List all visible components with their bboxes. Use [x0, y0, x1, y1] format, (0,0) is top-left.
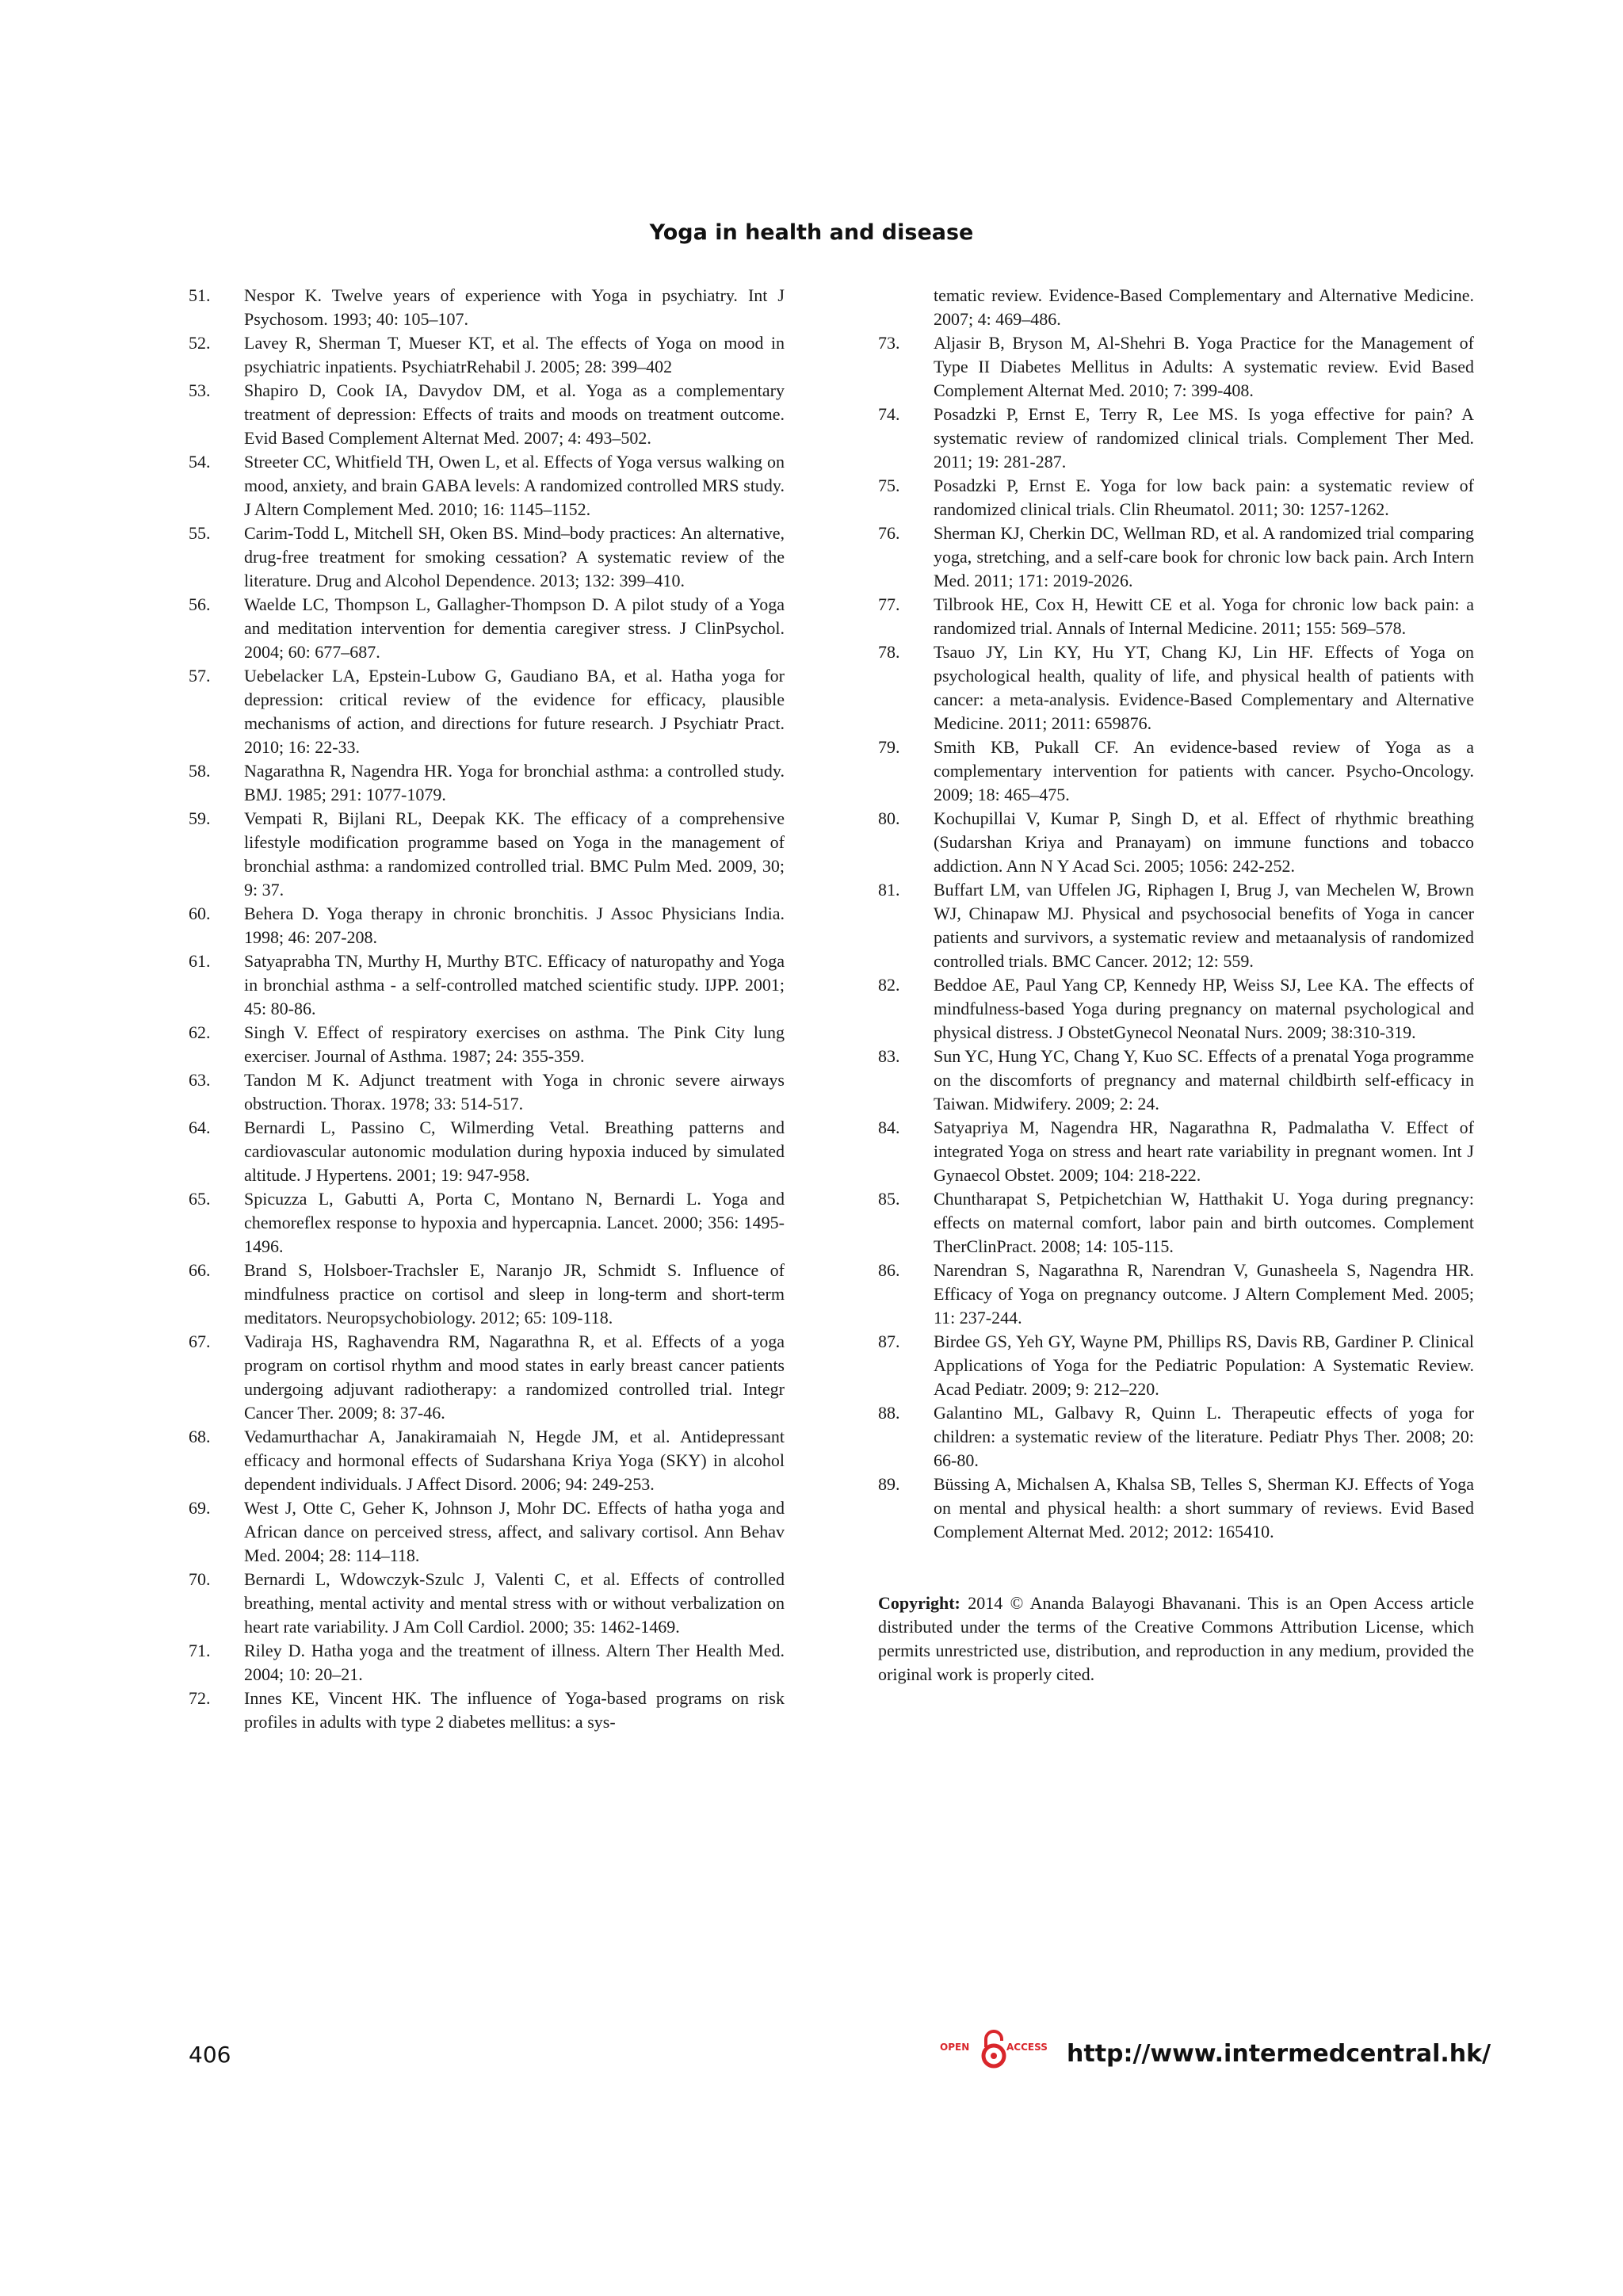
reference-text: Behera D. Yoga therapy in chronic bronchitis. J Assoc Physicians India. 1998; 46: 207-208. [244, 904, 785, 947]
reference-item [878, 807, 1474, 878]
reference-item [878, 1187, 1474, 1259]
reference-number: 89. [878, 1474, 900, 1494]
reference-number: 88. [878, 1403, 900, 1423]
reference-number: 62. [189, 1022, 211, 1042]
reference-text: Sherman KJ, Cherkin DC, Wellman RD, et al. A randomized trial comparing yoga, stretching, and a self-care book for chronic low back pain. Arch Intern Med. 2011; 171: 2019-2026. [934, 523, 1474, 590]
reference-item [189, 284, 785, 331]
reference-number: 66. [189, 1260, 211, 1280]
reference-item [878, 474, 1474, 521]
reference-item [189, 807, 785, 902]
reference-number: 75. [878, 476, 900, 495]
reference-item [878, 593, 1474, 640]
reference-text: Carim-Todd L, Mitchell SH, Oken BS. Mind–body practices: An alternative, drug-free treatment for smoking cessation? A systematic review of the literature. Drug and Alcohol Dependence. 2013; 132: 399–410. [244, 523, 785, 590]
reference-text: Uebelacker LA, Epstein-Lubow G, Gaudiano BA, et al. Hatha yoga for depression: critical review of the evidence for efficacy, plausible mechanisms of action, and directions for future research. J Psychiatr Pract. 2010; 16: 22-33. [244, 666, 785, 757]
reference-item [189, 593, 785, 664]
reference-number: 68. [189, 1427, 211, 1446]
copyright-label: Copyright: [878, 1593, 960, 1613]
reference-item [878, 521, 1474, 593]
reference-item [878, 973, 1474, 1045]
reference-number: 85. [878, 1189, 900, 1209]
reference-number: 72. [189, 1688, 211, 1708]
reference-number: 65. [189, 1189, 211, 1209]
reference-item [189, 664, 785, 759]
reference-item [878, 1045, 1474, 1116]
reference-number: 71. [189, 1641, 211, 1660]
copyright-text: 2014 © Ananda Balayogi Bhavanani. This is an Open Access article distributed under the terms of the Creative Commons Attribution License, which permits unrestricted use, distribution, and reproduction in any medium, provided the original work is properly cited. [878, 1593, 1474, 1684]
reference-text: Brand S, Holsboer-Trachsler E, Naranjo JR, Schmidt S. Influence of mindfulness practice on cortisol and sleep in long-term and short-term meditators. Neuropsychobiology. 2012; 65: 109-118. [244, 1260, 785, 1328]
reference-number: 79. [878, 737, 900, 757]
reference-item [189, 949, 785, 1021]
reference-item [189, 902, 785, 949]
reference-item [878, 1259, 1474, 1330]
reference-text: Galantino ML, Galbavy R, Quinn L. Therapeutic effects of yoga for children: a systematic review of the literature. Pediatr Phys Ther. 2008; 20: 66-80. [934, 1403, 1474, 1470]
reference-item [878, 1401, 1474, 1473]
copyright-notice [878, 1591, 1474, 1687]
reference-number: 82. [878, 975, 900, 995]
reference-item [878, 1473, 1474, 1544]
reference-item [878, 735, 1474, 807]
reference-text: Posadzki P, Ernst E, Terry R, Lee MS. Is yoga effective for pain? A systematic review of randomized clinical trials. Complement Ther Med. 2011; 19: 281-287. [934, 404, 1474, 472]
reference-number: 59. [189, 808, 211, 828]
reference-item [878, 284, 1474, 331]
reference-text: Shapiro D, Cook IA, Davydov DM, et al. Yoga as a complementary treatment of depression: Effects of traits and moods on treatment outcome. Evid Based Complement Alternat Med. 2007; 4: 493–502. [244, 380, 785, 448]
reference-text: Tilbrook HE, Cox H, Hewitt CE et al. Yoga for chronic low back pain: a randomized trial. Annals of Internal Medicine. 2011; 155: 569–578. [934, 594, 1474, 638]
reference-number: 56. [189, 594, 211, 614]
reference-item [189, 1068, 785, 1116]
reference-item [189, 1687, 785, 1734]
reference-text: Birdee GS, Yeh GY, Wayne PM, Phillips RS, Davis RB, Gardiner P. Clinical Applications of Yoga for the Pediatric Population: A Systematic Review. Acad Pediatr. 2009; 9: 212–220. [934, 1331, 1474, 1399]
reference-text: Innes KE, Vincent HK. The influence of Yoga-based programs on risk profiles in adults with type 2 diabetes mellitus: a sys- [244, 1688, 785, 1732]
reference-item [878, 1116, 1474, 1187]
reference-number: 70. [189, 1569, 211, 1589]
reference-item [878, 640, 1474, 735]
reference-text: Waelde LC, Thompson L, Gallagher-Thompson D. A pilot study of a Yoga and meditation intervention for dementia caregiver stress. J ClinPsychol. 2004; 60: 677–687. [244, 594, 785, 662]
reference-text: Sun YC, Hung YC, Chang Y, Kuo SC. Effects of a prenatal Yoga programme on the discomforts of pregnancy and maternal childbirth self-efficacy in Taiwan. Midwifery. 2009; 2: 24. [934, 1046, 1474, 1114]
reference-number: 55. [189, 523, 211, 543]
open-access-lock-icon [983, 2031, 1004, 2066]
reference-text: Bernardi L, Passino C, Wilmerding Vetal. Breathing patterns and cardiovascular autonomic modulation during hypoxia induced by simulated altitude. J Hypertens. 2001; 19: 947-958. [244, 1117, 785, 1185]
reference-number: 58. [189, 761, 211, 781]
page-header-title: Yoga in health and disease [649, 220, 974, 245]
reference-number: 83. [878, 1046, 900, 1066]
reference-text: Beddoe AE, Paul Yang CP, Kennedy HP, Weiss SJ, Lee KA. The effects of mindfulness-based Yoga during pregnancy on maternal psychological and physical distress. J ObstetGynecol Neonatal Nurs. 2009; 38:310-319. [934, 975, 1474, 1042]
reference-number: 57. [189, 666, 211, 686]
open-access-logo-open: OPEN [940, 2042, 970, 2053]
reference-item [189, 1568, 785, 1639]
reference-item [878, 331, 1474, 403]
reference-number: 67. [189, 1331, 211, 1351]
reference-item [878, 403, 1474, 474]
reference-number: 84. [878, 1117, 900, 1137]
reference-text: Posadzki P, Ernst E. Yoga for low back pain: a systematic review of randomized clinical trials. Clin Rheumatol. 2011; 30: 1257-1262. [934, 476, 1474, 519]
reference-text: Narendran S, Nagarathna R, Narendran V, Gunasheela S, Nagendra HR. Efficacy of Yoga on pregnancy outcome. J Altern Complement Med. 2005; 11: 237-244. [934, 1260, 1474, 1328]
reference-text: Satyapriya M, Nagendra HR, Nagarathna R, Padmalatha V. Effect of integrated Yoga on stress and heart rate variability in pregnant women. Int J Gynaecol Obstet. 2009; 104: 218-222. [934, 1117, 1474, 1185]
reference-text: Bernardi L, Wdowczyk-Szulc J, Valenti C, et al. Effects of controlled breathing, mental activity and mental stress with or without verbalization on heart rate variability. J Am Coll Cardiol. 2000; 35: 1462-1469. [244, 1569, 785, 1637]
reference-text: tematic review. Evidence-Based Complementary and Alternative Medicine. 2007; 4: 469–486. [934, 285, 1474, 329]
reference-item [189, 759, 785, 807]
reference-text: Tsauo JY, Lin KY, Hu YT, Chang KJ, Lin HF. Effects of Yoga on psychological health, quality of life, and physical health of patients with cancer: a meta-analysis. Evidence-Based Complementary and Alternative Medicine. 2011; 2011: 659876. [934, 642, 1474, 733]
reference-text: Büssing A, Michalsen A, Khalsa SB, Telles S, Sherman KJ. Effects of Yoga on mental and physical health: a short summary of reviews. Evid Based Complement Alternat Med. 2012; 2012: 165410. [934, 1474, 1474, 1541]
page-number: 406 [189, 2042, 231, 2068]
reference-text: Riley D. Hatha yoga and the treatment of illness. Altern Ther Health Med. 2004; 10: 20–21. [244, 1641, 785, 1684]
reference-number [878, 284, 934, 331]
reference-text: Aljasir B, Bryson M, Al-Shehri B. Yoga Practice for the Management of Type II Diabetes Mellitus in Adults: A systematic review. Evid Based Complement Alternat Med. 2010; 7: 399-408. [934, 333, 1474, 400]
reference-text: Kochupillai V, Kumar P, Singh D, et al. Effect of rhythmic breathing (Sudarshan Kriya and Pranayam) on immune functions and tobacco addiction. Ann N Y Acad Sci. 2005; 1056: 242-252. [934, 808, 1474, 876]
reference-item [189, 521, 785, 593]
reference-item [878, 1330, 1474, 1401]
open-access-logo [940, 2030, 1067, 2069]
reference-number: 63. [189, 1070, 211, 1090]
reference-number: 77. [878, 594, 900, 614]
reference-number: 64. [189, 1117, 211, 1137]
reference-text: Chuntharapat S, Petpichetchian W, Hatthakit U. Yoga during pregnancy: effects on maternal comfort, labor pain and birth outcomes. Complement TherClinPract. 2008; 14: 105-115. [934, 1189, 1474, 1256]
reference-number: 73. [878, 333, 900, 353]
reference-text: Lavey R, Sherman T, Mueser KT, et al. The effects of Yoga on mood in psychiatric inpatients. PsychiatrRehabil J. 2005; 28: 399–402 [244, 333, 785, 376]
reference-item [189, 1425, 785, 1496]
reference-number: 76. [878, 523, 900, 543]
reference-number: 81. [878, 880, 900, 900]
reference-number: 74. [878, 404, 900, 424]
reference-item [189, 1259, 785, 1330]
reference-text: Singh V. Effect of respiratory exercises on asthma. The Pink City lung exerciser. Journal of Asthma. 1987; 24: 355-359. [244, 1022, 785, 1066]
reference-number: 86. [878, 1260, 900, 1280]
reference-number: 60. [189, 904, 211, 923]
reference-number: 52. [189, 333, 211, 353]
reference-number: 80. [878, 808, 900, 828]
reference-text: Buffart LM, van Uffelen JG, Riphagen I, Brug J, van Mechelen W, Brown WJ, Chinapaw MJ. Physical and psychosocial benefits of Yoga in cancer patients and survivors, a systematic review and metaanalysis of randomized controlled trials. BMC Cancer. 2012; 12: 559. [934, 880, 1474, 971]
reference-item [189, 1496, 785, 1568]
reference-item [189, 450, 785, 521]
reference-item [189, 1116, 785, 1187]
reference-number: 87. [878, 1331, 900, 1351]
reference-number: 69. [189, 1498, 211, 1518]
reference-item [189, 1639, 785, 1687]
reference-item [189, 1021, 785, 1068]
reference-text: Vempati R, Bijlani RL, Deepak KK. The efficacy of a comprehensive lifestyle modification programme based on Yoga in the management of bronchial asthma: a randomized controlled trial. BMC Pulm Med. 2009, 30; 9: 37. [244, 808, 785, 900]
reference-text: Vadiraja HS, Raghavendra RM, Nagarathna R, et al. Effects of a yoga program on cortisol rhythm and mood states in early breast cancer patients undergoing adjuvant radiotherapy: a randomized controlled trial. Integr Cancer Ther. 2009; 8: 37-46. [244, 1331, 785, 1423]
reference-text: Nagarathna R, Nagendra HR. Yoga for bronchial asthma: a controlled study. BMJ. 1985; 291: 1077-1079. [244, 761, 785, 804]
reference-number: 61. [189, 951, 211, 971]
reference-item [189, 331, 785, 379]
reference-number: 51. [189, 285, 211, 305]
reference-item [878, 878, 1474, 973]
reference-text: Smith KB, Pukall CF. An evidence-based review of Yoga as a complementary intervention for patients with cancer. Psycho-Oncology. 2009; 18: 465–475. [934, 737, 1474, 804]
reference-number: 78. [878, 642, 900, 662]
references-left-column [189, 284, 785, 1734]
reference-item [189, 1187, 785, 1259]
reference-number: 53. [189, 380, 211, 400]
reference-number: 54. [189, 452, 211, 472]
reference-text: West J, Otte C, Geher K, Johnson J, Mohr DC. Effects of hatha yoga and African dance on perceived stress, affect, and salivary cortisol. Ann Behav Med. 2004; 28: 114–118. [244, 1498, 785, 1565]
reference-text: Spicuzza L, Gabutti A, Porta C, Montano N, Bernardi L. Yoga and chemoreflex response to hypoxia and hypercapnia. Lancet. 2000; 356: 1495-1496. [244, 1189, 785, 1256]
reference-text: Satyaprabha TN, Murthy H, Murthy BTC. Efficacy of naturopathy and Yoga in bronchial asthma - a self-controlled matched scientific study. IJPP. 2001; 45: 80-86. [244, 951, 785, 1018]
reference-text: Vedamurthachar A, Janakiramaiah N, Hegde JM, et al. Antidepressant efficacy and hormonal effects of Sudarshana Kriya Yoga (SKY) in alcohol dependent individuals. J Affect Disord. 2006; 94: 249-253. [244, 1427, 785, 1494]
reference-text: Streeter CC, Whitfield TH, Owen L, et al. Effects of Yoga versus walking on mood, anxiety, and brain GABA levels: A randomized controlled MRS study. J Altern Complement Med. 2010; 16: 1145–1152. [244, 452, 785, 519]
reference-item [189, 379, 785, 450]
reference-text: Tandon M K. Adjunct treatment with Yoga in chronic severe airways obstruction. Thorax. 1978; 33: 514-517. [244, 1070, 785, 1114]
journal-url-link[interactable]: http://www.intermedcentral.hk/ [1067, 2040, 1491, 2068]
open-access-logo-access: ACCESS [1006, 2042, 1048, 2053]
reference-item [189, 1330, 785, 1425]
reference-text: Nespor K. Twelve years of experience with Yoga in psychiatry. Int J Psychosom. 1993; 40: 105–107. [244, 285, 785, 329]
references-right-column [878, 284, 1474, 1704]
